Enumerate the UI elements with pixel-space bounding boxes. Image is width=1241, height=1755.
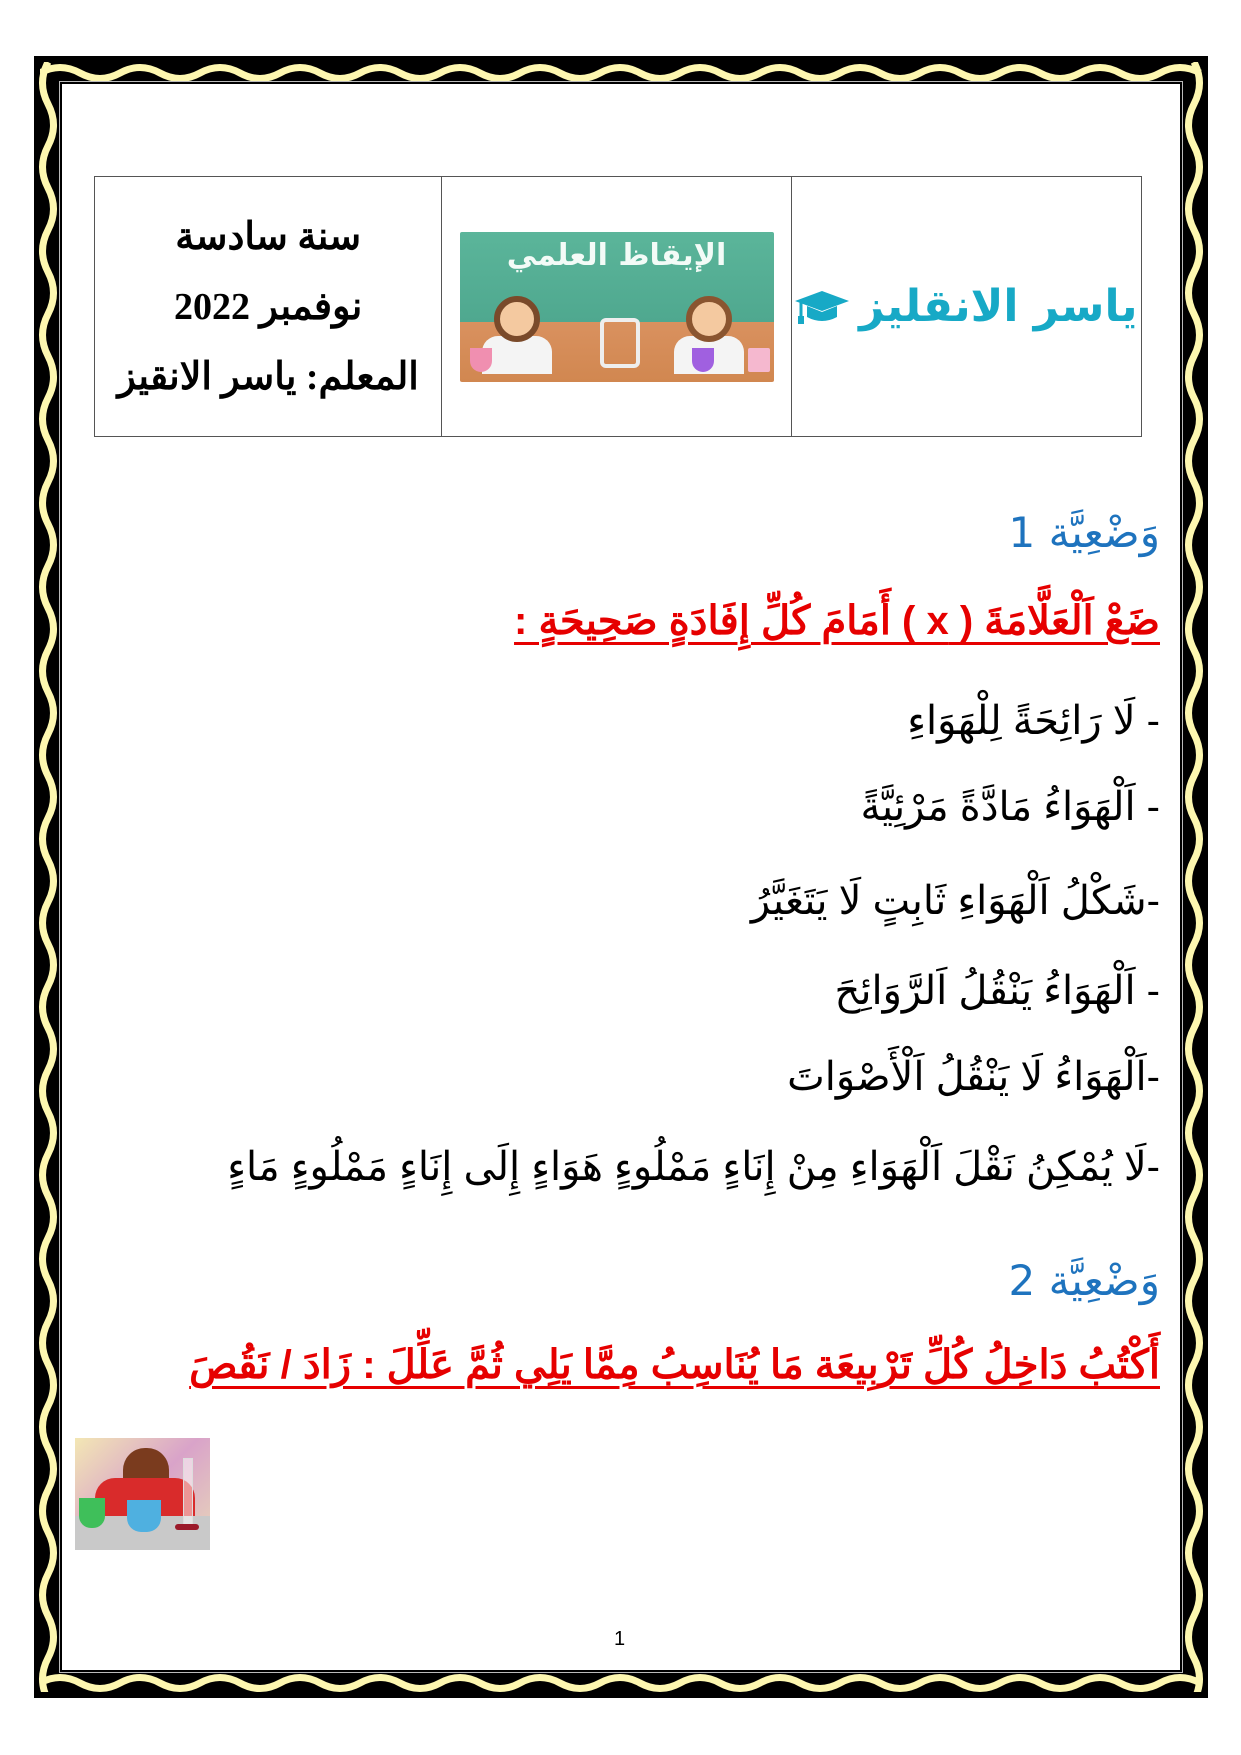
science-banner-image [460, 232, 774, 382]
exam-date: نوفمبر 2022 [174, 285, 363, 328]
statement-4: - اَلْهَوَاءُ يَنْقُلُ اَلرَّوَائِحَ [834, 969, 1160, 1013]
header-table [94, 176, 1142, 437]
blue-flask-icon [127, 1500, 161, 1532]
situation-2-title: وَضْعِيَّة 2 [1008, 1256, 1160, 1305]
statement-2: - اَلْهَوَاءُ مَادَّةً مَرْئِيَّةً [860, 785, 1160, 829]
boy-with-flasks-image [75, 1438, 210, 1550]
brand-logo [795, 281, 1137, 332]
green-flask-icon [79, 1498, 105, 1528]
banner-title: الإيقاظ العلمي [506, 237, 727, 273]
header-brand-cell [792, 177, 1141, 436]
flask-icon [470, 348, 492, 372]
teacher-name: المعلم: ياسر الانقيز [117, 355, 419, 398]
statement-3: -شَكْلُ اَلْهَوَاءِ ثَابِتٍ لَا يَتَغَيَّرُ [750, 879, 1160, 923]
brand-name: ياسر الانقليز [859, 281, 1138, 332]
beaker-icon [748, 348, 770, 372]
graduation-cap-icon [795, 287, 849, 327]
border-wave-right [1183, 62, 1205, 1692]
situation-1-title: وَضْعِيَّة 1 [1008, 508, 1160, 557]
microscope-icon [600, 318, 640, 368]
border-wave-left [37, 62, 59, 1692]
graduated-cylinder-icon [183, 1458, 193, 1528]
header-banner-cell [442, 177, 791, 436]
flask-icon [692, 348, 714, 372]
statement-1: - لَا رَائِحَةً لِلْهَوَاءِ [907, 699, 1160, 743]
kid-girl-head [686, 296, 732, 342]
cylinder-base [175, 1524, 199, 1530]
situation-1-instruction: ضَعْ اَلْعَلَّامَةَ ( x ) أَمَامَ كُلِّ إِفَادَةٍ صَحِيحَةٍ : [514, 599, 1160, 643]
header-info-cell [95, 177, 442, 436]
statement-5: -اَلْهَوَاءُ لَا يَنْقُلُ اَلْأَصْوَاتَ [787, 1055, 1160, 1099]
page-number: 1 [614, 1628, 626, 1650]
border-wave-bottom [40, 1672, 1202, 1694]
grade-level: سنة سادسة [175, 215, 362, 258]
situation-2-instruction: أَكْتُبُ دَاخِلُ كُلِّ تَرْبِيعَة مَا يُنَاسِبُ مِمَّا يَلِي ثُمَّ عَلِّلَ : زَادَ / نَقُصَ [189, 1343, 1160, 1387]
kid-boy-head [494, 296, 540, 342]
statement-6: -لَا يُمْكِنُ نَقْلَ اَلْهَوَاءِ مِنْ إِنَاءٍ مَمْلُوءٍ هَوَاءٍ إِلَى إِنَاءٍ مَمْلُوءٍ مَاءٍ [227, 1145, 1160, 1189]
